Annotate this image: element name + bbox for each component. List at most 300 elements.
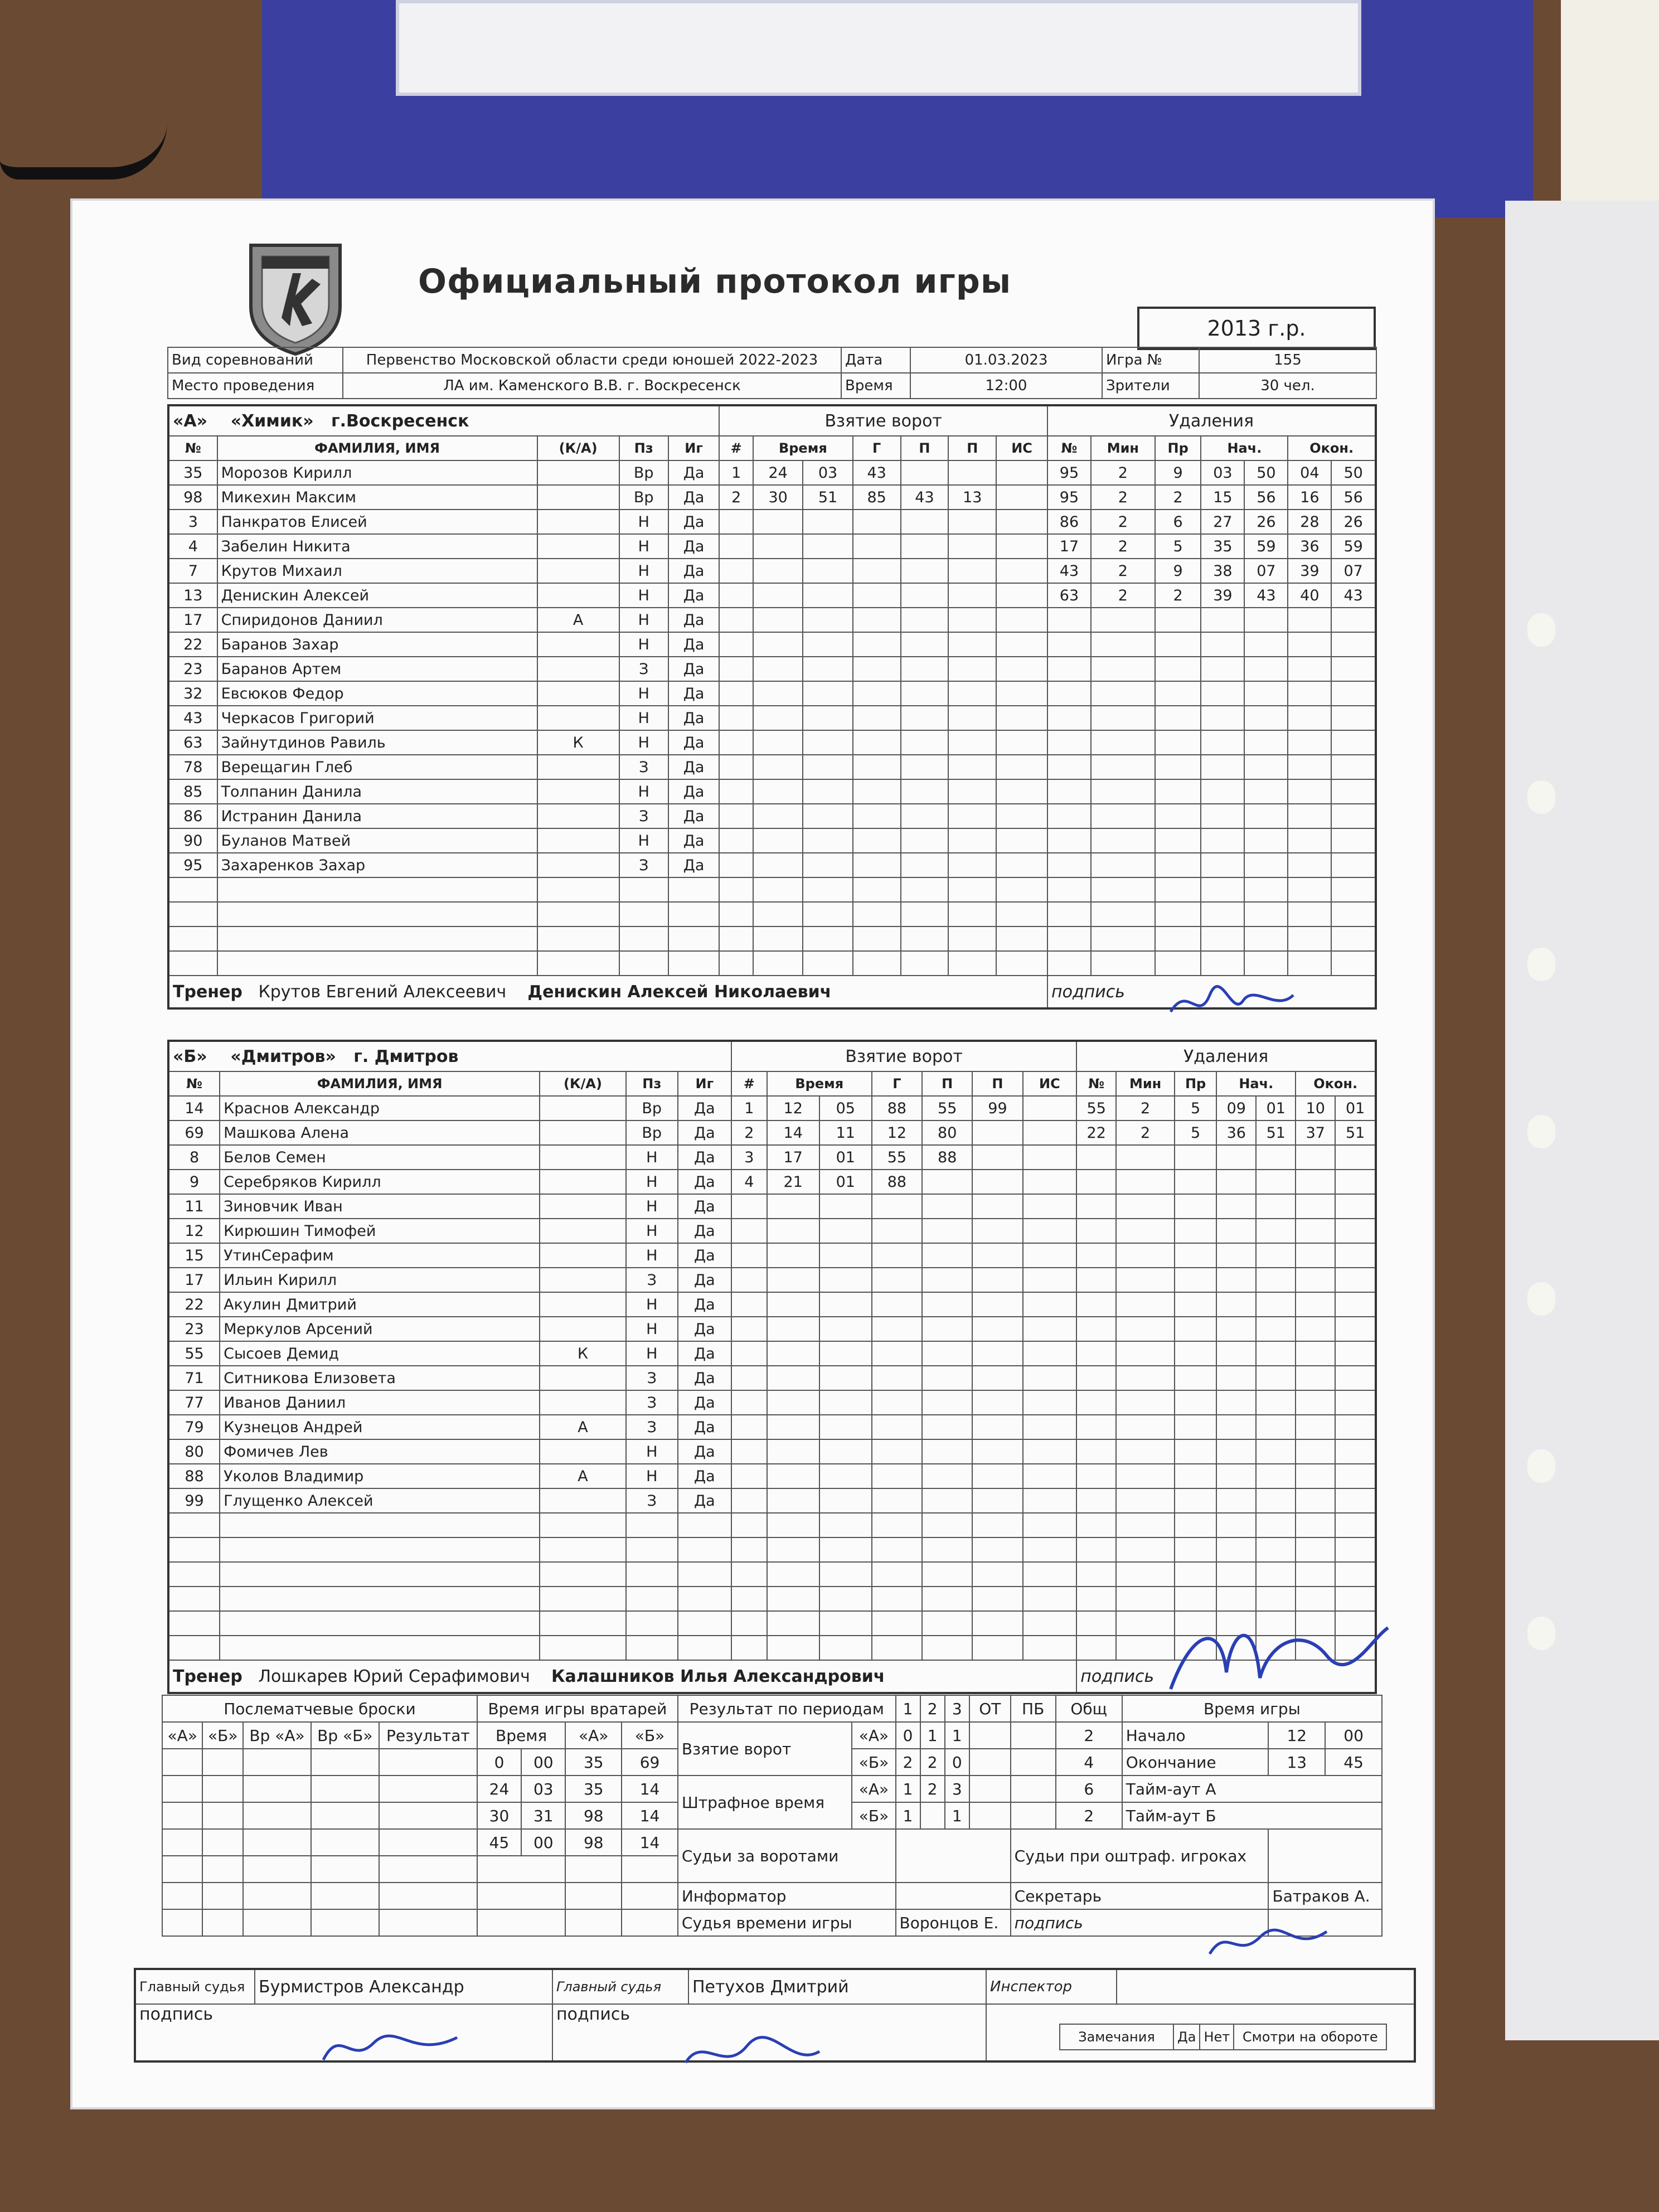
players-cell: Н [626, 1341, 678, 1366]
goals-cell [719, 902, 753, 926]
penalties-cell [1116, 1513, 1175, 1537]
penalties-cell [1047, 828, 1091, 853]
goals-cell [872, 1268, 922, 1292]
players-cell: Да [668, 706, 720, 730]
penalties-cell [1335, 1268, 1376, 1292]
penalties-cell [1076, 1464, 1116, 1488]
goals-cell [996, 951, 1047, 976]
players-cell: 13 [168, 583, 217, 608]
goals-cell: 24 [753, 460, 803, 485]
goals-cell [901, 681, 949, 706]
player-row [168, 730, 1376, 755]
goals-cell [767, 1341, 819, 1366]
penalties-cell [1331, 951, 1376, 976]
goals-cell [853, 510, 901, 534]
player-row [168, 608, 1376, 632]
pim-a-p2: 2 [920, 1776, 945, 1802]
goals-cell [819, 1243, 872, 1268]
penalties-cell [1331, 632, 1376, 657]
goals-cell [948, 559, 996, 583]
players-cell [619, 902, 668, 926]
penalties-cell [1331, 730, 1376, 755]
goals-cell [948, 926, 996, 951]
goals-cell [731, 1341, 767, 1366]
goals-cell [819, 1464, 872, 1488]
penalties-cell [1047, 779, 1091, 804]
penalties-cell [1201, 681, 1244, 706]
players-cell [540, 1513, 626, 1537]
goals-cell [901, 755, 949, 779]
goals-cell [719, 779, 753, 804]
goals-cell [872, 1464, 922, 1488]
goals-cell: 1 [719, 460, 753, 485]
signature-label: подпись [139, 2005, 213, 2024]
players-cell: Да [678, 1145, 731, 1170]
player-row [168, 951, 1376, 976]
players-cell: Н [626, 1292, 678, 1317]
gk-row-2-b: 14 [622, 1776, 678, 1802]
col-g_is: ИС [1023, 1071, 1077, 1096]
penalties-cell [1296, 1513, 1335, 1537]
players-cell: Да [678, 1170, 731, 1194]
players-cell: Забелин Никита [217, 534, 537, 559]
penalties-cell [1155, 755, 1201, 779]
goals-cell: 88 [872, 1096, 922, 1120]
goals-cell: 85 [853, 485, 901, 510]
col-p_reason: Пр [1155, 436, 1201, 460]
col-ka: (К/А) [540, 1071, 626, 1096]
penalties-cell: 6 [1155, 510, 1201, 534]
players-cell: Иванов Даниил [220, 1390, 540, 1415]
penalties-cell [1335, 1390, 1376, 1415]
gk-row-1-b: 69 [622, 1749, 678, 1776]
goals-cell [972, 1439, 1022, 1464]
players-cell [626, 1636, 678, 1660]
gk-row-4-min: 45 [477, 1829, 521, 1856]
goals-cell [731, 1587, 767, 1611]
players-cell: 90 [168, 828, 217, 853]
players-cell [537, 902, 619, 926]
penalties-cell [1201, 779, 1244, 804]
penalties-cell [1216, 1292, 1256, 1317]
goals-cell [1023, 1096, 1077, 1120]
players-cell: 7 [168, 559, 217, 583]
goals-cell [901, 510, 949, 534]
penalties-cell [1244, 755, 1288, 779]
penalties-cell [1216, 1390, 1256, 1415]
penalties-cell: 2 [1116, 1096, 1175, 1120]
players-cell: 17 [168, 1268, 220, 1292]
so-result-header: Результат [379, 1722, 477, 1749]
penalties-cell: 2 [1091, 583, 1155, 608]
goals-cell [872, 1562, 922, 1587]
goals-cell: 55 [872, 1145, 922, 1170]
goals-cell [753, 828, 803, 853]
goals-cell [803, 828, 852, 853]
goals-cell: 12 [767, 1096, 819, 1120]
penalties-cell [1175, 1317, 1216, 1341]
penalties-cell [1331, 926, 1376, 951]
players-cell [668, 902, 720, 926]
goals-cell [922, 1341, 972, 1366]
players-cell: 23 [168, 1317, 220, 1341]
players-cell: УтинСерафим [220, 1243, 540, 1268]
penalties-cell [1288, 828, 1331, 853]
player-row [168, 559, 1376, 583]
players-cell: Да [678, 1292, 731, 1317]
goals-cell [803, 632, 852, 657]
penalties-cell: 07 [1244, 559, 1288, 583]
penalties-cell [1331, 779, 1376, 804]
penalties-cell [1201, 877, 1244, 902]
paper-strip [1561, 0, 1659, 212]
penalties-cell [1335, 1488, 1376, 1513]
goals-cell [872, 1390, 922, 1415]
players-cell: З [626, 1390, 678, 1415]
goals-cell [948, 755, 996, 779]
pim-b-p2 [920, 1802, 945, 1829]
players-cell [168, 877, 217, 902]
col-p_end: Окон. [1288, 436, 1376, 460]
penalties-cell [1155, 608, 1201, 632]
players-cell: Да [668, 460, 720, 485]
player-row [168, 828, 1376, 853]
goals-cell [996, 779, 1047, 804]
penalties-cell [1047, 657, 1091, 681]
players-cell: Да [678, 1243, 731, 1268]
gk-b-header: «Б» [622, 1722, 678, 1749]
penalties-cell: 2 [1091, 510, 1155, 534]
players-cell [668, 877, 720, 902]
goals-cell [853, 779, 901, 804]
players-cell [220, 1513, 540, 1537]
penalties-cell [1175, 1292, 1216, 1317]
players-cell: Черкасов Григорий [217, 706, 537, 730]
players-cell: 85 [168, 779, 217, 804]
goals-cell [819, 1636, 872, 1660]
goals-cell [853, 706, 901, 730]
goals-cell [996, 460, 1047, 485]
goals-cell: 12 [872, 1120, 922, 1145]
goals-cell [753, 730, 803, 755]
players-cell [540, 1292, 626, 1317]
goals-cell [901, 804, 949, 828]
players-cell: Да [668, 559, 720, 583]
penalties-cell [1175, 1488, 1216, 1513]
goals-cell [948, 583, 996, 608]
goals-cell [1023, 1415, 1077, 1439]
penalties-cell [1331, 804, 1376, 828]
gk-row-3-min: 30 [477, 1802, 521, 1829]
player-row [168, 534, 1376, 559]
goals-cell: 14 [767, 1120, 819, 1145]
goals-cell: 43 [901, 485, 949, 510]
player-row [168, 1390, 1376, 1415]
penalties-cell [1216, 1317, 1256, 1341]
goals-cell [767, 1636, 819, 1660]
penalties-cell [1076, 1562, 1116, 1587]
goals-cell [803, 681, 852, 706]
goals-cell [803, 730, 852, 755]
total-label: Общ [1056, 1695, 1122, 1722]
players-cell: Кузнецов Андрей [220, 1415, 540, 1439]
penalties-cell [1288, 853, 1331, 877]
penalties-cell [1244, 608, 1288, 632]
col-p_no: № [1047, 436, 1091, 460]
goals-cell [996, 632, 1047, 657]
player-row [168, 1439, 1376, 1464]
players-cell [540, 1439, 626, 1464]
players-cell [540, 1636, 626, 1660]
goals-cell [948, 534, 996, 559]
penalties-cell [1175, 1415, 1216, 1439]
goals-cell [753, 608, 803, 632]
players-cell: Денискин Алексей [217, 583, 537, 608]
penalties-cell [1091, 877, 1155, 902]
penalties-cell [1175, 1145, 1216, 1170]
goals-cell [803, 951, 852, 976]
col-played: Иг [678, 1071, 731, 1096]
goals-cell [767, 1317, 819, 1341]
player-row [168, 1488, 1376, 1513]
col-pos: Пз [626, 1071, 678, 1096]
document-title: Официальный протокол игры [418, 262, 1012, 301]
penalties-cell [1076, 1611, 1116, 1636]
goals-cell [996, 877, 1047, 902]
players-cell [537, 681, 619, 706]
penalties-cell [1244, 926, 1288, 951]
gk-row-1-a: 35 [565, 1749, 622, 1776]
penalties-cell: 2 [1155, 485, 1201, 510]
goals-cell [753, 951, 803, 976]
goals-cell [901, 926, 949, 951]
penalties-cell [1296, 1415, 1335, 1439]
players-cell: Да [668, 730, 720, 755]
goals-b-ot [969, 1749, 1011, 1776]
goals-cell [1023, 1636, 1077, 1660]
penalties-cell [1175, 1268, 1216, 1292]
penalties-cell [1091, 902, 1155, 926]
penalties-cell [1047, 951, 1091, 976]
team-b-name: «Дмитров» [230, 1046, 336, 1066]
goals-cell [803, 657, 852, 681]
goals-cell [996, 730, 1047, 755]
penalties-cell [1244, 853, 1288, 877]
goals-cell [948, 681, 996, 706]
players-cell: 22 [168, 632, 217, 657]
players-cell: Истранин Данила [217, 804, 537, 828]
players-cell: Да [678, 1439, 731, 1464]
goals-cell [753, 681, 803, 706]
penalties-cell: 04 [1288, 460, 1331, 485]
goals-cell [819, 1537, 872, 1562]
penalties-cell [1155, 804, 1201, 828]
penalties-cell [1201, 902, 1244, 926]
goals-cell [719, 951, 753, 976]
goals-a-p3: 1 [945, 1722, 969, 1749]
goals-cell [819, 1341, 872, 1366]
penalties-cell [1155, 926, 1201, 951]
team-a-table [167, 404, 1377, 1010]
goals-cell [819, 1439, 872, 1464]
goals-cell [1023, 1611, 1077, 1636]
gk-time-header: Время [477, 1722, 566, 1749]
chief-judge-1-label: Главный судья [135, 1969, 255, 2004]
team-a-coach2: Денискин Алексей Николаевич [527, 982, 832, 1002]
penalties-cell [1335, 1194, 1376, 1219]
players-cell [537, 485, 619, 510]
players-cell: Вр [626, 1096, 678, 1120]
ot-label: ОТ [969, 1695, 1011, 1722]
chief-judge-2-label: Главный судья [552, 1969, 688, 2004]
players-cell [168, 1513, 220, 1537]
players-cell [168, 902, 217, 926]
penalties-cell [1256, 1268, 1296, 1292]
penalties-cell [1116, 1439, 1175, 1464]
players-cell: Н [626, 1243, 678, 1268]
goals-cell [922, 1439, 972, 1464]
players-cell: Толпанин Данила [217, 779, 537, 804]
competition-label: Вид соревнований [168, 347, 343, 373]
players-cell: Да [668, 681, 720, 706]
players-cell: А [537, 608, 619, 632]
penalties-cell [1047, 853, 1091, 877]
blue-folder [262, 0, 1533, 217]
players-cell [537, 853, 619, 877]
player-row [168, 1170, 1376, 1194]
protocol-sheet [72, 201, 1433, 2107]
goals-cell [731, 1537, 767, 1562]
penalties-cell [1331, 853, 1376, 877]
goals-cell [922, 1317, 972, 1341]
players-cell: Н [619, 510, 668, 534]
players-cell: З [626, 1415, 678, 1439]
goals-cell [948, 608, 996, 632]
penalties-cell [1335, 1439, 1376, 1464]
goals-cell [731, 1439, 767, 1464]
players-cell [540, 1145, 626, 1170]
penalties-cell [1201, 926, 1244, 951]
players-cell: З [619, 853, 668, 877]
players-cell: Захаренков Захар [217, 853, 537, 877]
penalties-cell [1116, 1488, 1175, 1513]
players-cell: 32 [168, 681, 217, 706]
players-cell: 14 [168, 1096, 220, 1120]
player-row [168, 706, 1376, 730]
goals-cell [901, 706, 949, 730]
penalties-cell: 2 [1155, 583, 1201, 608]
penalties-cell [1331, 877, 1376, 902]
col-g_p1: П [901, 436, 949, 460]
players-cell: К [537, 730, 619, 755]
goals-cell [803, 608, 852, 632]
penalties-cell [1116, 1194, 1175, 1219]
remarks-table [1059, 2024, 1387, 2050]
goals-cell: 2 [719, 485, 753, 510]
players-cell [217, 951, 537, 976]
players-cell: 79 [168, 1415, 220, 1439]
penalties-cell [1256, 1464, 1296, 1488]
players-cell [537, 460, 619, 485]
penalties-cell [1335, 1243, 1376, 1268]
goals-cell [1023, 1194, 1077, 1219]
players-cell: Евсюков Федор [217, 681, 537, 706]
penalties-cell: 43 [1047, 559, 1091, 583]
players-cell [217, 926, 537, 951]
team-b-city: г. Дмитров [353, 1046, 459, 1066]
players-cell: 86 [168, 804, 217, 828]
penalties-cell [1201, 853, 1244, 877]
gk-row-2-min: 24 [477, 1776, 521, 1802]
penalties-cell: 51 [1256, 1120, 1296, 1145]
players-cell [540, 1366, 626, 1390]
col-g_goal: Г [872, 1071, 922, 1096]
goals-cell [901, 877, 949, 902]
players-cell: Зайнутдинов Равиль [217, 730, 537, 755]
players-cell [168, 951, 217, 976]
col-p_no: № [1076, 1071, 1116, 1096]
player-row [168, 1194, 1376, 1219]
players-cell: 11 [168, 1194, 220, 1219]
league-logo-icon [240, 234, 351, 357]
penalties-cell [1288, 755, 1331, 779]
penalties-cell [1216, 1341, 1256, 1366]
players-cell: Н [626, 1145, 678, 1170]
penalties-cell [1091, 706, 1155, 730]
goals-cell [996, 828, 1047, 853]
goals-cell [872, 1292, 922, 1317]
penalties-cell [1216, 1537, 1256, 1562]
goals-cell [767, 1366, 819, 1390]
goals-cell [948, 632, 996, 657]
team-a-penalties-heading: Удаления [1047, 405, 1376, 436]
goals-cell [922, 1537, 972, 1562]
goals-cell [719, 853, 753, 877]
col-g_p2: П [948, 436, 996, 460]
pb-label: ПБ [1011, 1695, 1056, 1722]
penalties-cell [1216, 1170, 1256, 1194]
player-row [168, 1243, 1376, 1268]
goals-a-tag: «А» [852, 1722, 895, 1749]
goals-cell [972, 1170, 1022, 1194]
gk-row-4-sec: 00 [521, 1829, 565, 1856]
end-label: Окончание [1122, 1749, 1269, 1776]
col-g_goal: Г [853, 436, 901, 460]
penalties-cell [1201, 804, 1244, 828]
penalties-cell [1216, 1415, 1256, 1439]
goals-cell [1023, 1268, 1077, 1292]
col-p_min: Мин [1116, 1071, 1175, 1096]
players-cell [678, 1537, 731, 1562]
penalties-cell [1201, 706, 1244, 730]
goals-cell [767, 1194, 819, 1219]
penalties-cell [1175, 1170, 1216, 1194]
players-cell: Крутов Михаил [217, 559, 537, 583]
time-label: Время [841, 373, 910, 399]
players-cell: 4 [168, 534, 217, 559]
game-no-label: Игра № [1102, 347, 1199, 373]
penalties-cell [1335, 1366, 1376, 1390]
goals-cell [901, 828, 949, 853]
pim-b-total: 2 [1056, 1802, 1122, 1829]
players-cell: Н [619, 534, 668, 559]
timeout-b-label: Тайм-аут Б [1122, 1802, 1382, 1829]
goals-cell [767, 1439, 819, 1464]
penalties-cell [1116, 1243, 1175, 1268]
penalties-cell [1047, 804, 1091, 828]
penalties-cell [1076, 1366, 1116, 1390]
penalties-cell [1076, 1292, 1116, 1317]
